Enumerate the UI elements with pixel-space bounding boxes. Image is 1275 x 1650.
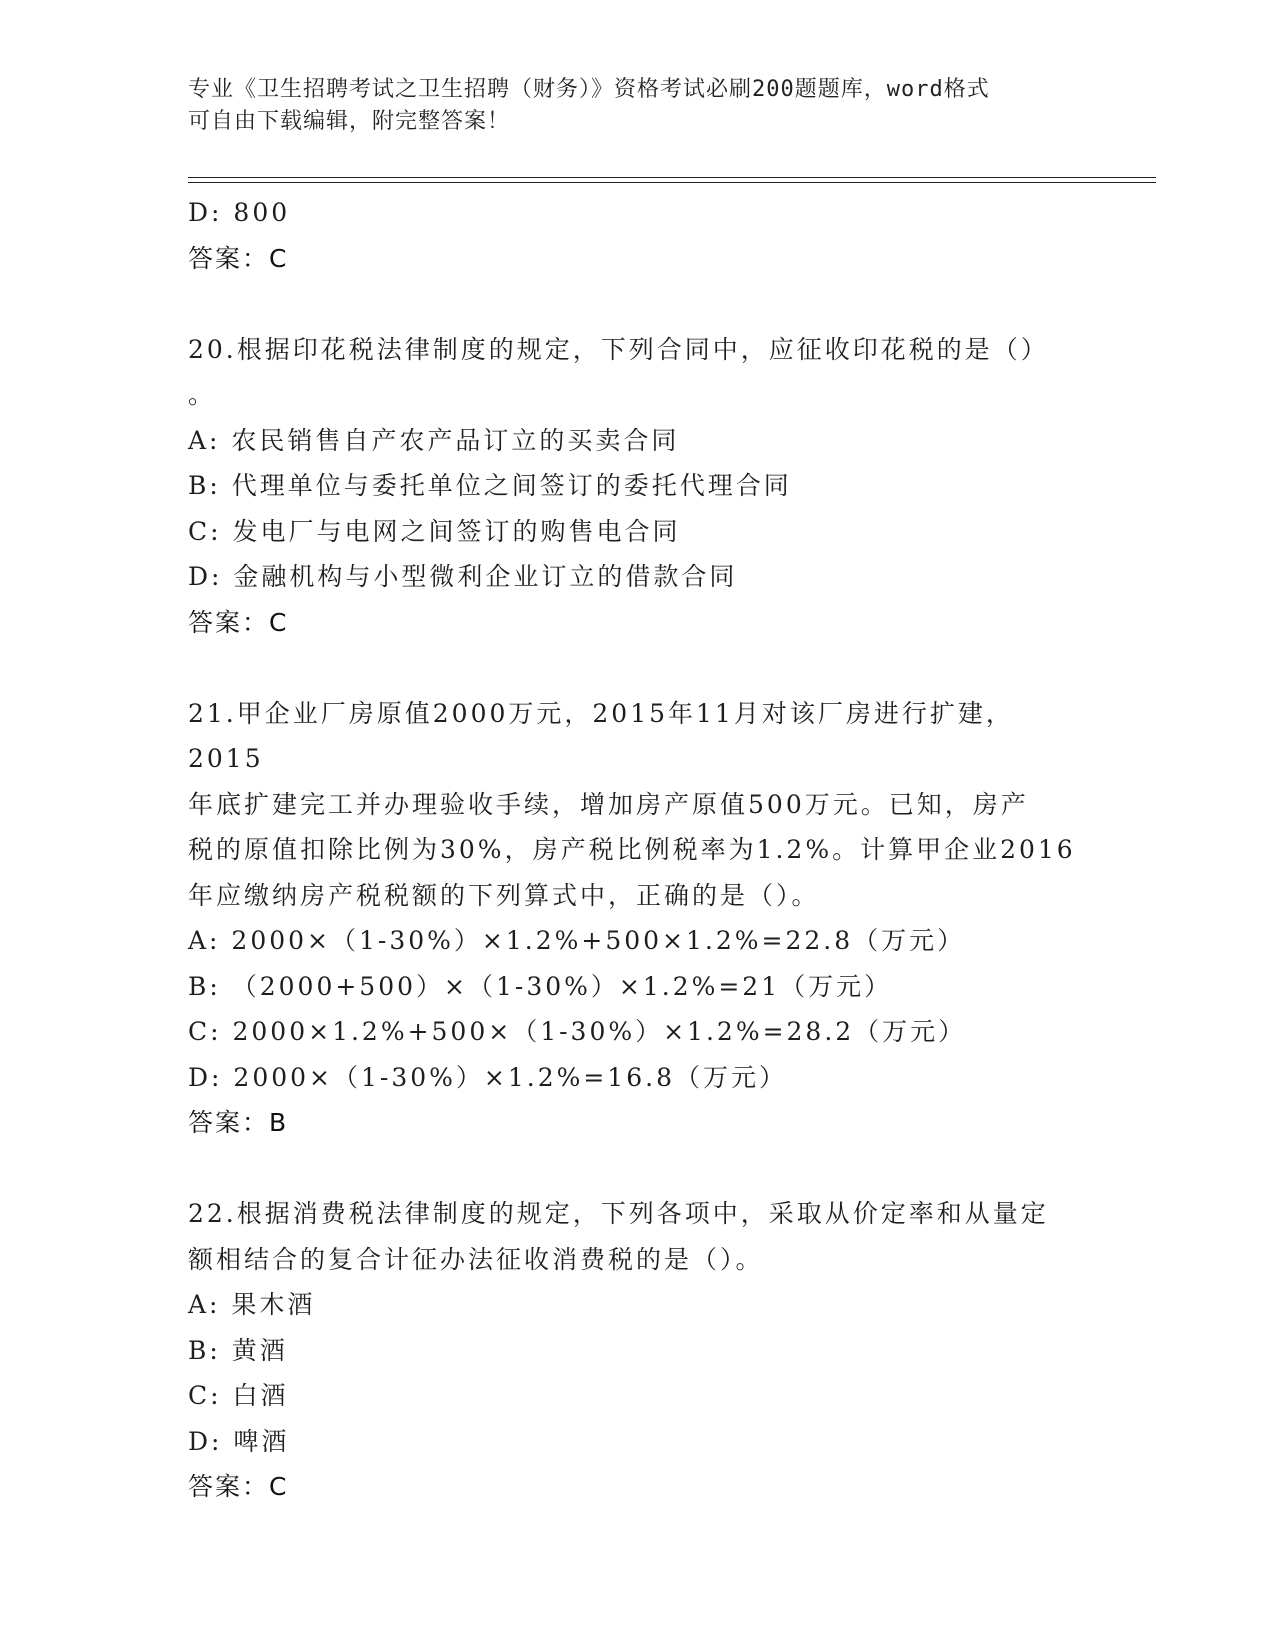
header-rule-top	[188, 177, 1156, 178]
option-d: D: 啤酒	[188, 1426, 290, 1456]
option-c: C: 2000×1.2%+500×（1-30%）×1.2%=28.2（万元）	[188, 1017, 967, 1046]
header-rule-bottom	[188, 182, 1156, 183]
option-b: B: （2000+500）×（1-30%）×1.2%=21（万元）	[188, 971, 893, 1001]
option-d: D: 金融机构与小型微利企业订立的借款合同	[188, 562, 738, 591]
option-a: A: 农民销售自产农产品订立的买卖合同	[188, 425, 680, 455]
option-b: B: 代理单位与委托单位之间签订的委托代理合同	[188, 471, 792, 500]
document-header	[188, 74, 1088, 138]
option-d: D: 2000×（1-30%）×1.2%=16.8（万元）	[188, 1062, 787, 1092]
option-c: C: 白酒	[188, 1381, 289, 1410]
question-20	[188, 327, 1088, 646]
question-stem-line: 额相结合的复合计征办法征收消费税的是（）。	[188, 1244, 764, 1274]
spacer	[188, 282, 1088, 327]
spacer	[188, 646, 1088, 691]
question-stem-line: 税的原值扣除比例为30%，房产税比例税率为1.2%。计算甲企业2016	[188, 835, 1076, 864]
header-line-1: 专业《卫生招聘考试之卫生招聘（财务）》资格考试必刷200题题库，word格式	[188, 77, 990, 102]
question-stem-line: 年底扩建完工并办理验收手续，增加房产原值500万元。已知，房产	[188, 789, 1029, 819]
question-stem-line: 。	[188, 380, 217, 409]
question-stem-line: 22.根据消费税法律制度的规定，下列各项中，采取从价定率和从量定	[188, 1199, 1049, 1228]
question-stem-line: 20.根据印花税法律制度的规定，下列合同中，应征收印花税的是（）	[188, 334, 1049, 364]
header-line-2: 可自由下载编辑，附完整答案！	[188, 109, 511, 134]
option-a: A: 果木酒	[188, 1290, 316, 1319]
option-b: B: 黄酒	[188, 1335, 288, 1365]
answer-line: 答案：B	[188, 1108, 289, 1137]
option-a: A: 2000×（1-30%）×1.2%+500×1.2%=22.8（万元）	[188, 926, 966, 955]
spacer	[188, 1146, 1088, 1191]
option-c: C: 发电厂与电网之间签订的购售电合同	[188, 516, 681, 546]
answer-line: 答案：C	[188, 607, 289, 637]
option-d: D: 800	[188, 198, 291, 227]
question-21	[188, 691, 1088, 1147]
question-content	[188, 190, 1088, 1510]
question-stem-line: 21.甲企业厂房原值2000万元，2015年11月对该厂房进行扩建，2015	[188, 698, 1014, 773]
question-22	[188, 1191, 1088, 1510]
previous-question-tail	[188, 190, 1088, 282]
answer-line: 答案：C	[188, 243, 289, 273]
question-stem-line: 年应缴纳房产税税额的下列算式中，正确的是（）。	[188, 880, 820, 910]
answer-line: 答案：C	[188, 1472, 289, 1501]
